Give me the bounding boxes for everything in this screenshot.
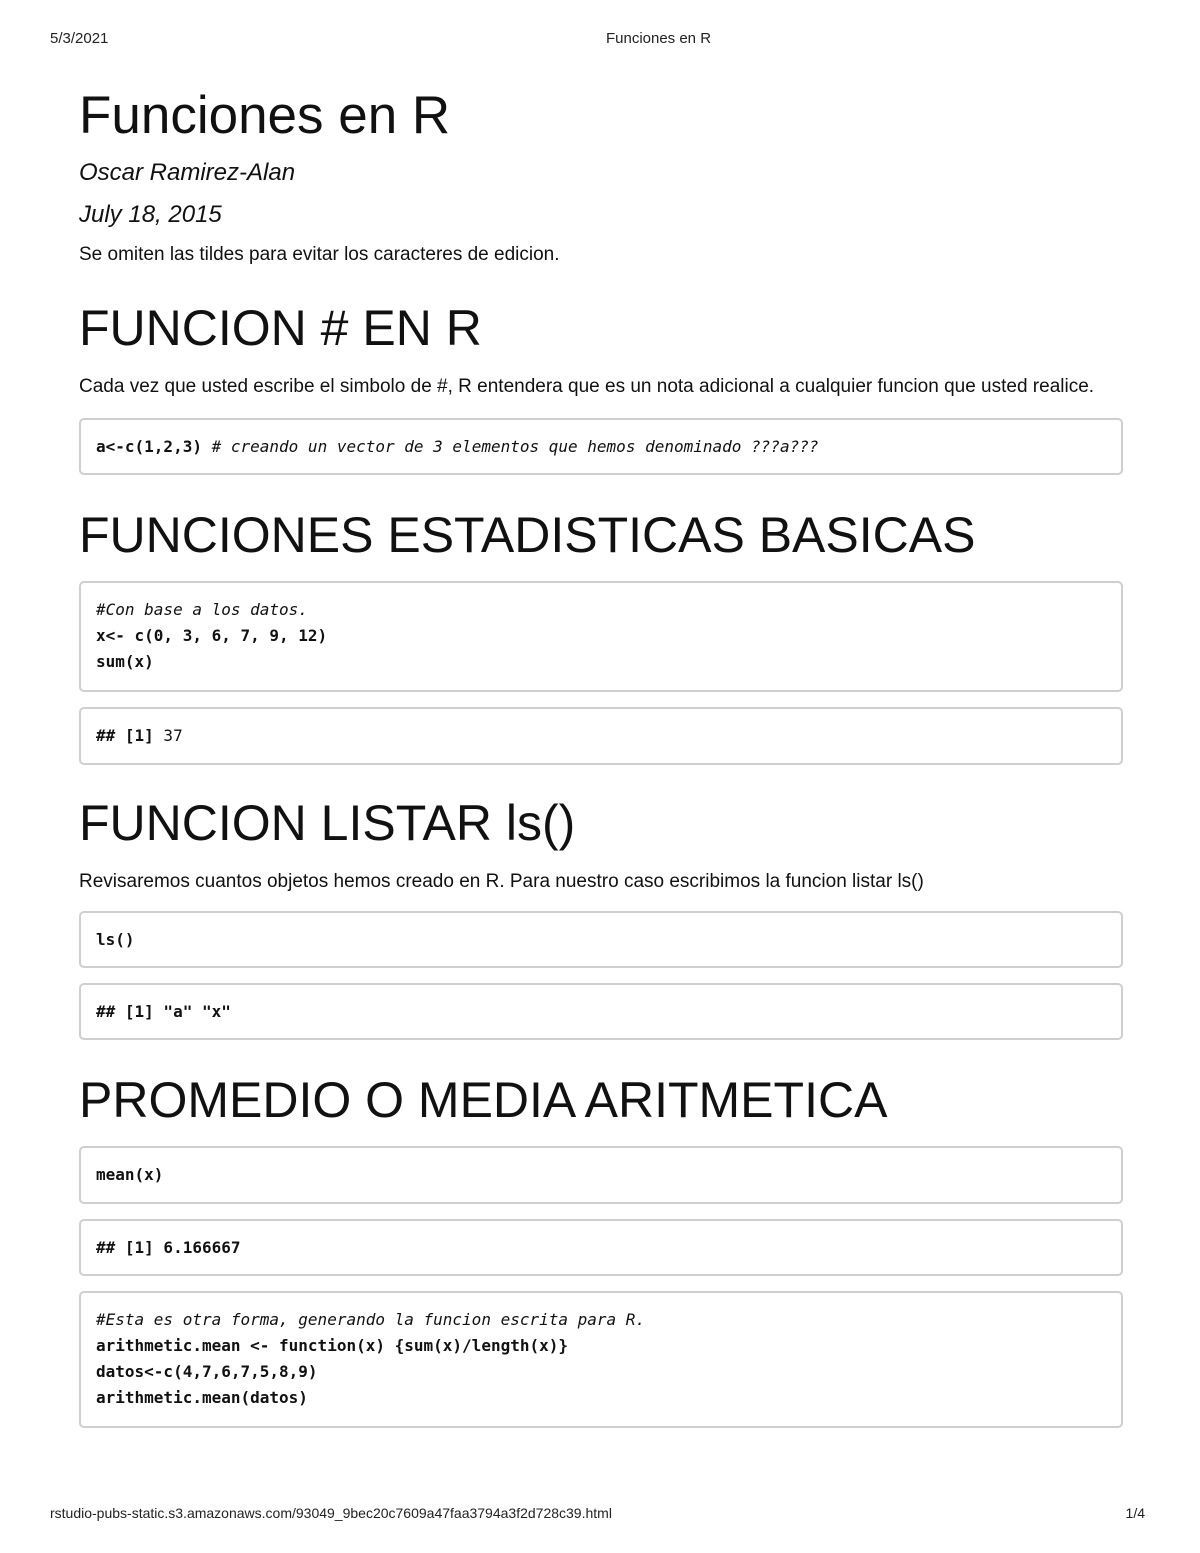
output-value: 37 xyxy=(153,726,183,745)
section-heading-funcion-hash: FUNCION # EN R xyxy=(79,300,482,356)
output-block xyxy=(79,983,1123,1040)
code-line: datos<-c(4,7,6,7,5,8,9) xyxy=(96,1362,318,1381)
section-text-listar: Revisaremos cuantos objetos hemos creado en R. Para nuestro caso escribimos la funcion listar ls() xyxy=(79,871,924,892)
document-title: Funciones en R xyxy=(79,86,451,145)
code-block xyxy=(79,581,1123,692)
code-comment: #Con base a los datos. xyxy=(96,600,308,619)
section-heading-estadisticas: FUNCIONES ESTADISTICAS BASICAS xyxy=(79,507,976,563)
code-line: arithmetic.mean <- function(x) {sum(x)/length(x)} xyxy=(96,1336,569,1355)
code-line: mean(x) xyxy=(96,1165,164,1184)
output-line: ## [1] 6.166667 xyxy=(96,1238,241,1257)
output-block xyxy=(79,707,1123,765)
code-block xyxy=(79,418,1123,475)
document-body xyxy=(79,84,1123,1428)
code-line: x<- c(0, 3, 6, 7, 9, 12) xyxy=(96,626,328,645)
print-title: Funciones en R xyxy=(605,30,712,47)
print-date: 5/3/2021 xyxy=(50,30,109,47)
code-block xyxy=(79,1291,1123,1428)
output-block xyxy=(79,1219,1123,1276)
section-heading-listar: FUNCION LISTAR ls() xyxy=(79,795,576,851)
section-text-funcion-hash: Cada vez que usted escribe el simbolo de #, R entendera que es un nota adicional a cualquier funcion que usted realice. xyxy=(79,376,1095,397)
code-comment: #Esta es otra forma, generando la funcion escrita para R. xyxy=(96,1310,646,1329)
code-block xyxy=(79,911,1123,968)
tildes-note: Se omiten las tildes para evitar los caracteres de edicion. xyxy=(79,244,560,265)
code-line: ls() xyxy=(96,930,135,949)
code-line: a<-c(1,2,3) xyxy=(96,437,202,456)
print-header xyxy=(0,30,1200,50)
document-date: July 18, 2015 xyxy=(79,201,222,228)
page-url: rstudio-pubs-static.s3.amazonaws.com/93049_9bec20c7609a47faa3794a3f2d728c39.html xyxy=(50,1505,612,1521)
print-footer xyxy=(0,1505,1200,1525)
page-number: 1/4 xyxy=(1125,1505,1145,1521)
output-prefix: ## [1] xyxy=(96,726,154,745)
code-comment: # creando un vector de 3 elementos que hemos denominado ???a??? xyxy=(201,437,819,456)
section-heading-promedio: PROMEDIO O MEDIA ARITMETICA xyxy=(79,1072,888,1128)
code-line: arithmetic.mean(datos) xyxy=(96,1388,308,1407)
output-line: ## [1] "a" "x" xyxy=(96,1002,231,1021)
code-line: sum(x) xyxy=(96,652,154,671)
document-author: Oscar Ramirez-Alan xyxy=(79,159,296,186)
code-block xyxy=(79,1146,1123,1204)
